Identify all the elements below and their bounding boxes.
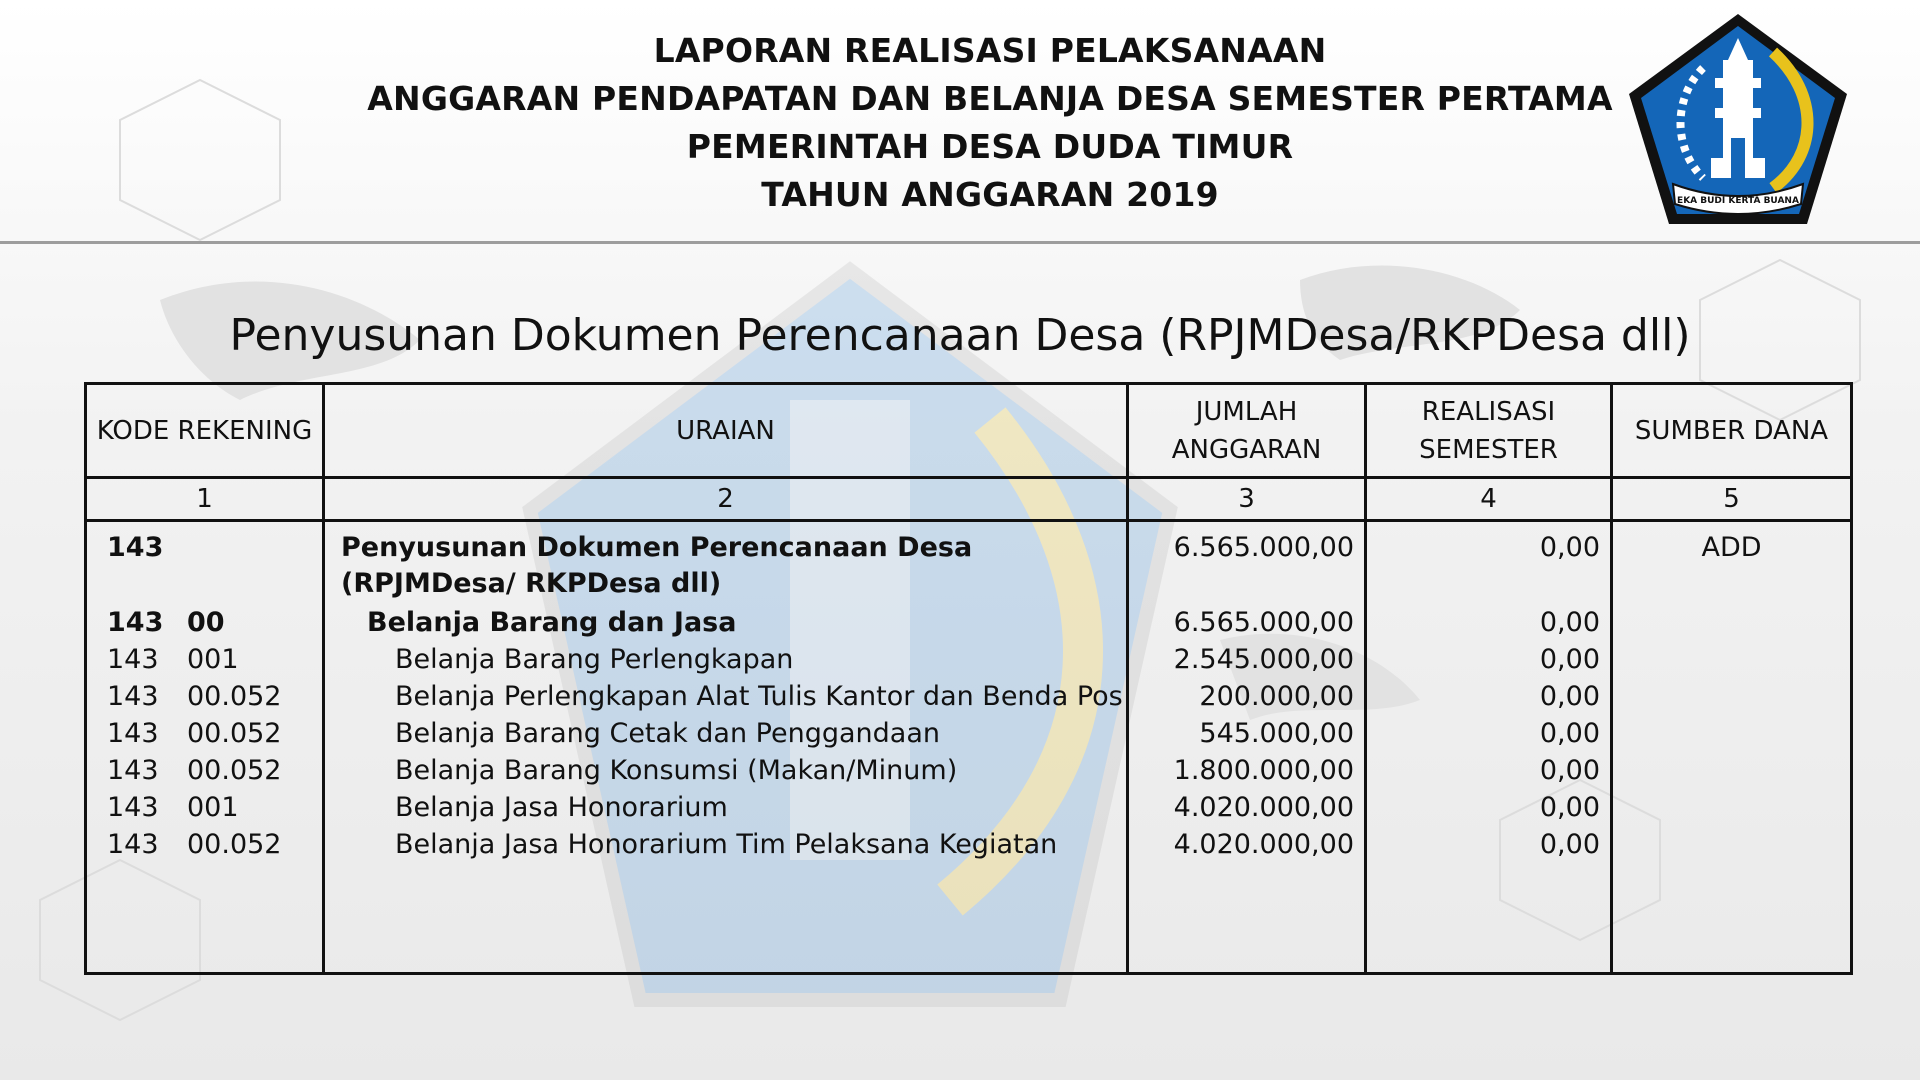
- table-row-anggaran: 4.020.000,00: [1173, 829, 1354, 860]
- table-row-description: Belanja Jasa Honorarium Tim Pelaksana Kegiatan: [395, 829, 1058, 860]
- table-row-code: 143 001: [107, 792, 239, 823]
- column-number: 2: [324, 478, 1128, 521]
- table-row-realisasi: 0,00: [1539, 718, 1600, 749]
- table-row-description: Belanja Barang Perlengkapan: [395, 644, 794, 675]
- table-row-anggaran: 6.565.000,00: [1173, 607, 1354, 638]
- kode-rekening-column: [86, 521, 324, 974]
- table-row-code: 143 00.052: [107, 718, 282, 749]
- table-row-code: 143 00.052: [107, 681, 282, 712]
- table-row-description: Penyusunan Dokumen Perencanaan Desa (RPJMDesa/ RKPDesa dll): [341, 532, 973, 599]
- report-title-line-3: PEMERINTAH DESA DUDA TIMUR: [686, 127, 1294, 166]
- sumber-dana-column: [1612, 521, 1852, 974]
- table-row-description: Belanja Barang Konsumsi (Makan/Minum): [395, 755, 958, 786]
- table-row-realisasi: 0,00: [1539, 681, 1600, 712]
- emblem-motto: EKA BUDI KERTA BUANA: [1677, 196, 1799, 206]
- report-title-line-2: ANGGARAN PENDAPATAN DAN BELANJA DESA SEMESTER PERTAMA: [367, 79, 1613, 118]
- header-sumber-dana: SUMBER DANA: [1612, 384, 1852, 478]
- report-title-line-4: TAHUN ANGGARAN 2019: [761, 175, 1219, 214]
- header-realisasi-semester-label: REALISASI SEMESTER: [1419, 396, 1558, 465]
- header-jumlah-anggaran: [1128, 384, 1366, 478]
- table-row-anggaran: 545.000,00: [1199, 718, 1354, 749]
- table-row-realisasi: 0,00: [1539, 755, 1600, 786]
- header-kode-rekening: KODE REKENING: [86, 384, 324, 478]
- table-row-sumber-dana: ADD: [1701, 532, 1762, 563]
- table-header-row: [86, 384, 1852, 478]
- table-row-anggaran: 6.565.000,00: [1173, 532, 1354, 563]
- table-row-anggaran: 1.800.000,00: [1173, 755, 1354, 786]
- column-number: 4: [1366, 478, 1612, 521]
- column-number-row: [86, 478, 1852, 521]
- column-number: 5: [1612, 478, 1852, 521]
- table-row-description: Belanja Barang dan Jasa: [367, 607, 737, 638]
- table-row-description: Belanja Perlengkapan Alat Tulis Kantor dan Benda Pos: [395, 681, 1123, 712]
- section-title: Penyusunan Dokumen Perencanaan Desa (RPJMDesa/RKPDesa dll): [229, 310, 1691, 361]
- table-row-code: 143 00: [107, 607, 225, 638]
- report-title-line-1: LAPORAN REALISASI PELAKSANAAN: [653, 31, 1327, 70]
- uraian-column: [324, 521, 1128, 974]
- table-row-code: 143 00.052: [107, 755, 282, 786]
- header-divider: [0, 241, 1920, 244]
- jumlah-anggaran-column: [1128, 521, 1366, 974]
- header-jumlah-anggaran-label: JUMLAH ANGGARAN: [1171, 396, 1322, 465]
- table-row-description: Belanja Barang Cetak dan Penggandaan: [395, 718, 940, 749]
- table-row-anggaran: 200.000,00: [1199, 681, 1354, 712]
- budget-realization-table: [84, 382, 1853, 975]
- table-row-realisasi: 0,00: [1539, 829, 1600, 860]
- regency-emblem-logo: [1623, 8, 1853, 230]
- report-title-block: [300, 27, 1680, 219]
- column-number: 3: [1128, 478, 1366, 521]
- table-row-code: 143 001: [107, 644, 239, 675]
- table-row-realisasi: 0,00: [1539, 644, 1600, 675]
- column-number: 1: [86, 478, 324, 521]
- table-row-description: Belanja Jasa Honorarium: [395, 792, 728, 823]
- table-row-anggaran: 4.020.000,00: [1173, 792, 1354, 823]
- header-uraian: URAIAN: [324, 384, 1128, 478]
- table-row-realisasi: 0,00: [1539, 607, 1600, 638]
- table-row-code: 143 00.052: [107, 829, 282, 860]
- table-row-realisasi: 0,00: [1539, 532, 1600, 563]
- table-row-anggaran: 2.545.000,00: [1173, 644, 1354, 675]
- realisasi-semester-column: [1366, 521, 1612, 974]
- table-row-code: 143: [107, 532, 164, 563]
- table-body-row: [86, 521, 1852, 974]
- table-row-realisasi: 0,00: [1539, 792, 1600, 823]
- header-realisasi-semester: [1366, 384, 1612, 478]
